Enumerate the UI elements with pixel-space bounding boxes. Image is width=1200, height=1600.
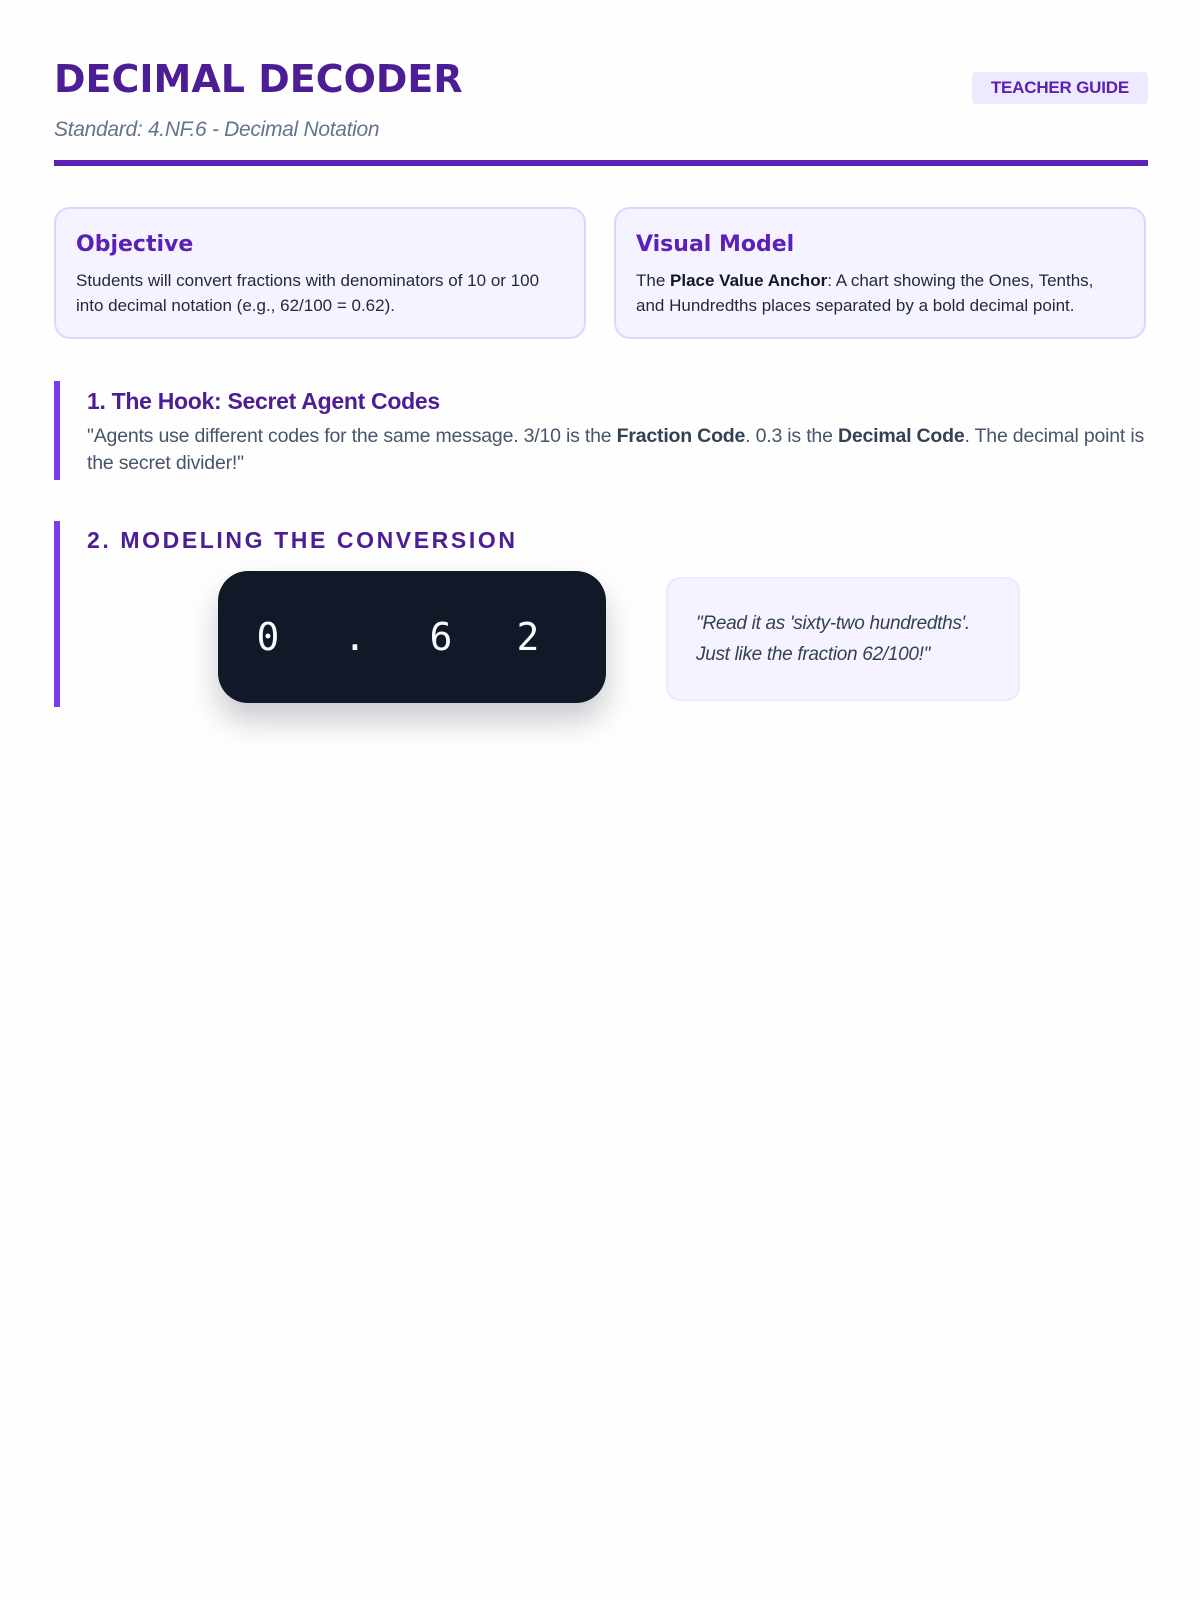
visual-model-text-start: The <box>636 271 671 290</box>
modeling-title: 2. MODELING THE CONVERSION <box>87 527 518 553</box>
lesson-page <box>54 0 1148 1600</box>
hook-text-part-3: . The decimal point is the secret divider!" <box>87 425 1144 474</box>
decimal-point: . <box>343 615 367 659</box>
hook-section <box>54 381 1148 480</box>
fraction-code-term: Fraction Code <box>616 425 746 447</box>
hook-text <box>87 423 1148 477</box>
page-title: DECIMAL DECODER <box>54 57 463 101</box>
hundredths-digit: 2 <box>516 615 540 659</box>
standard-subtitle: Standard: 4.NF.6 - Decimal Notation <box>54 118 380 141</box>
objective-title: Objective <box>76 232 194 257</box>
visual-model-card <box>614 207 1146 339</box>
objective-text: Students will convert fractions with denominators of 10 or 100 into decimal notation (e.g., 62/100 = 0.62). <box>76 271 540 315</box>
tenths-digit: 6 <box>429 615 453 659</box>
ones-digit: 0 <box>256 615 280 659</box>
visual-model-text <box>636 268 1124 318</box>
teacher-guide-badge: TEACHER GUIDE <box>972 72 1148 104</box>
visual-model-title: Visual Model <box>636 232 795 257</box>
objective-card <box>54 207 586 339</box>
decimal-display <box>218 571 606 703</box>
reading-tip-quote: "Read it as 'sixty-two hundredths'. Just like the fraction 62/100!" <box>666 577 1020 701</box>
hook-text-part-1: "Agents use different codes for the same message. 3/10 is the <box>87 425 617 447</box>
decimal-code-term: Decimal Code <box>837 425 965 447</box>
header-divider <box>54 160 1148 166</box>
hook-title: 1. The Hook: Secret Agent Codes <box>87 388 440 414</box>
hook-text-part-2: . 0.3 is the <box>745 425 838 447</box>
visual-model-text-end: : A chart showing the Ones, Tenths, and Hundredths places separated by a bold decimal point. <box>636 271 1094 315</box>
place-value-anchor-term: Place Value Anchor <box>670 271 828 290</box>
page-header <box>54 52 1148 168</box>
modeling-section <box>54 521 1148 707</box>
